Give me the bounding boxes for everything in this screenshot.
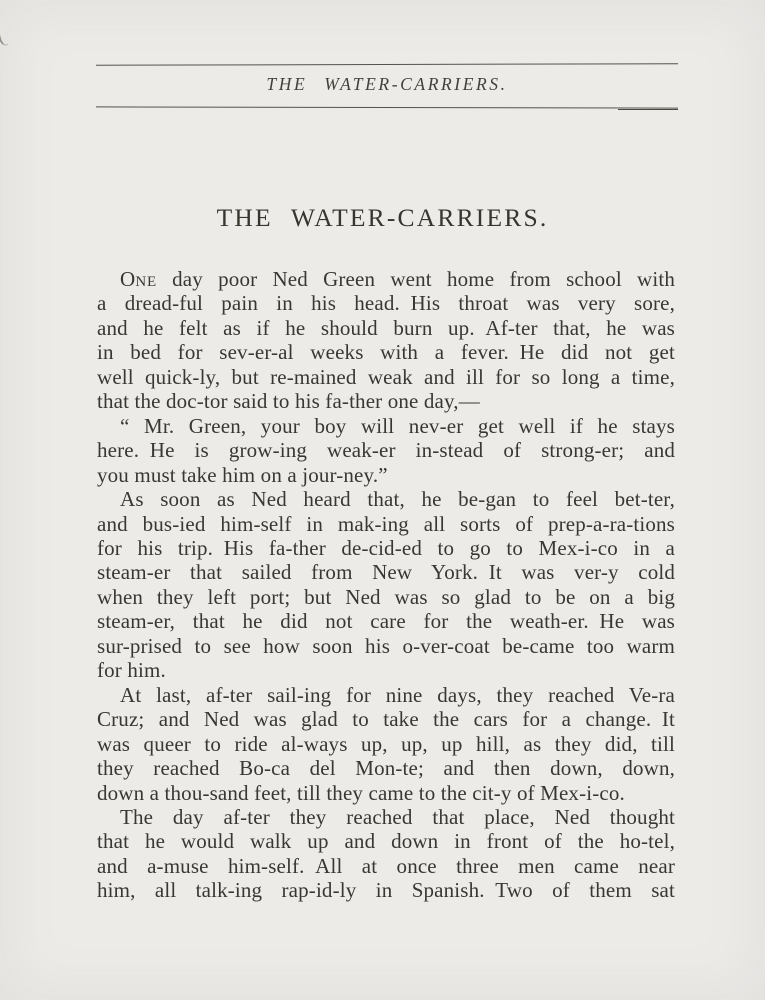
text-line: steam-er that sailed from New York. It was ver-y cold [97, 560, 675, 585]
text-line: well quick-ly, but re-mained weak and ill for so long a time, [97, 364, 675, 389]
paragraph [97, 805, 675, 903]
text-line: a dread-ful pain in his head. His throat was very sore, [97, 291, 675, 316]
text-line: that the doc-tor said to his fa-ther one day,— [97, 389, 480, 414]
text-line: here. He is grow-ing weak-er in-stead of strong-er; and [97, 438, 675, 463]
text-line: you must take him on a jour-ney.” [97, 462, 388, 487]
chapter-title: THE WATER-CARRIERS. [216, 203, 549, 232]
text-line: As soon as Ned heard that, he be-gan to feel bet-ter, [120, 487, 675, 512]
text-line: in bed for sev-er-al weeks with a fever. He did not get [97, 340, 675, 365]
header-rule-bottom [96, 106, 678, 108]
text-line: The day af-ter they reached that place, Ned thought [120, 804, 675, 829]
text-line: that he would walk up and down in front of the ho-tel, [97, 829, 675, 854]
paragraph [97, 267, 675, 414]
text-line: for him. [97, 658, 166, 683]
text-line: when they left port; but Ned was so glad to be on a big [97, 584, 675, 609]
text-line: was queer to ride al-ways up, up, up hill, as they did, till [97, 731, 675, 756]
header-rule-top [96, 63, 678, 66]
story-text [97, 267, 675, 903]
small-caps-lead: ne [135, 267, 157, 291]
running-header: THE WATER-CARRIERS. [266, 74, 508, 94]
text-line: and a-muse him-self. All at once three men came near [97, 853, 675, 878]
scan-edge-artifact [0, 31, 8, 46]
text-line: sur-prised to see how soon his o-ver-coat be-came too warm [97, 633, 675, 658]
paragraph [97, 487, 675, 683]
text-line: him, all talk-ing rap-id-ly in Spanish. Two of them sat [97, 878, 675, 903]
paragraph [97, 414, 675, 487]
text-line: “ Mr. Green, your boy will nev-er get well if he stays [120, 413, 675, 438]
paragraph [97, 683, 675, 805]
header-rule-bottom-overlap [618, 109, 678, 110]
text-line: and bus-ied him-self in mak-ing all sorts of prep-a-ra-tions [97, 511, 675, 536]
text-line: and he felt as if he should burn up. Af-ter that, he was [97, 315, 675, 340]
text-line: At last, af-ter sail-ing for nine days, they reached Ve-ra [120, 682, 675, 707]
text-line: One day poor Ned Green went home from school with [120, 267, 675, 291]
text-line: steam-er, that he did not care for the weath-er. He was [97, 609, 675, 634]
text-line: down a thou-sand feet, till they came to the cit-y of Mex-i-co. [97, 780, 625, 805]
text-line: Cruz; and Ned was glad to take the cars for a change. It [97, 707, 675, 732]
text-line: for his trip. His fa-ther de-cid-ed to go to Mex-i-co in a [97, 535, 675, 560]
text-line: they reached Bo-ca del Mon-te; and then down, down, [97, 756, 675, 781]
